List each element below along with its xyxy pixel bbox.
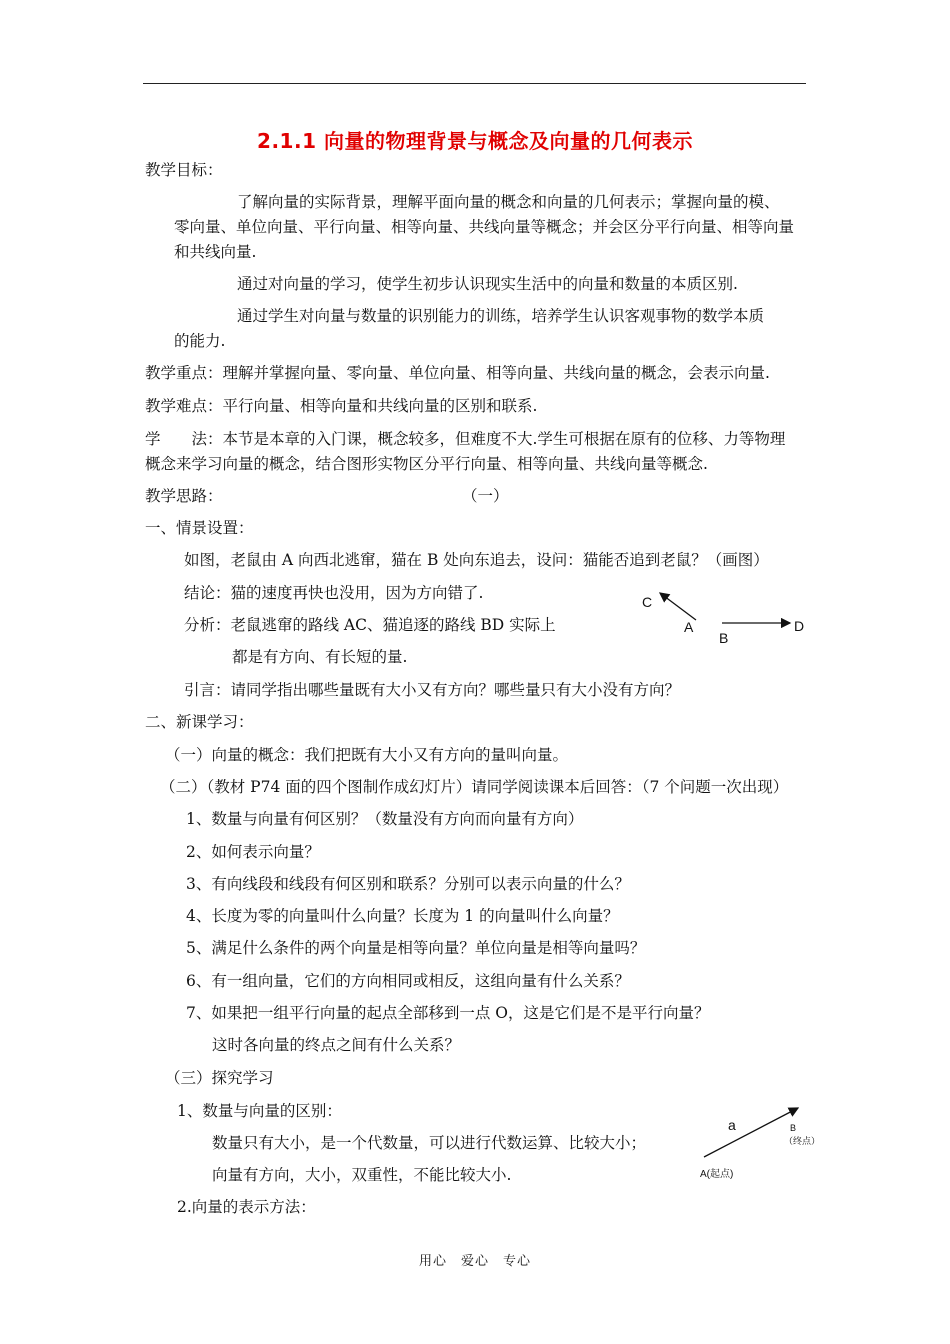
section-1-line-2: 结论：猫的速度再快也没用，因为方向错了. — [184, 584, 484, 602]
question-7: 7、如果把一组平行向量的起点全部移到一点 O，这是它们是不是平行向量？ — [186, 1004, 710, 1022]
goals-paragraph-2: 通过对向量的学习，使学生初步认识现实生活中的向量和数量的本质区别. — [237, 275, 738, 293]
goals-heading: 教学目标： — [145, 161, 223, 179]
section-2-para-2: （二）（教材 P74 面的四个图制作成幻灯片）请同学阅读课本后回答：（7 个问题一次出现） — [160, 778, 789, 796]
vector-ab-figure — [690, 1100, 830, 1185]
goals-paragraph-1-line-1: 了解向量的实际背景，理解平面向量的概念和向量的几何表示；掌握向量的模、 — [237, 193, 780, 211]
label-b: B — [719, 630, 729, 646]
explore-1-heading: 1、数量与向量的区别： — [177, 1102, 342, 1120]
section-2-heading: 二、新课学习： — [145, 713, 254, 731]
question-2: 2、如何表示向量？ — [186, 843, 320, 861]
goals-paragraph-3-line-1: 通过学生对向量与数量的识别能力的训练，培养学生认识客观事物的数学本质 — [237, 307, 765, 325]
label-d: D — [794, 618, 805, 634]
section-1-line-3: 分析：老鼠逃窜的路线 AC、猫追逐的路线 BD 实际上 — [184, 616, 556, 634]
label-point-b: B — [790, 1123, 797, 1133]
method-line-1: 学 法：本节是本章的入门课，概念较多，但难度不大.学生可根据在原有的位移、力等物理 — [145, 430, 786, 448]
label-c: C — [642, 594, 653, 610]
page-footer: 用心 爱心 专心 — [418, 1254, 531, 1269]
explore-1a: 数量只有大小，是一个代数量，可以进行代数运算、比较大小； — [212, 1134, 647, 1152]
section-1-heading: 一、情景设置： — [145, 519, 254, 537]
label-vector-a: a — [728, 1117, 736, 1133]
question-6: 6、有一组向量，它们的方向相同或相反，这组向量有什么关系？ — [186, 972, 630, 990]
thinking-part: （一） — [462, 487, 509, 505]
section-1-line-1: 如图，老鼠由 A 向西北逃窜，猫在 B 处向东追去，设问：猫能否追到老鼠？（画图） — [184, 551, 769, 569]
question-3: 3、有向线段和线段有何区别和联系？分别可以表示向量的什么？ — [186, 875, 630, 893]
method-line-2: 概念来学习向量的概念，结合图形实物区分平行向量、相等向量、共线向量等概念. — [145, 455, 708, 473]
explore-2-heading: 2.向量的表示方法： — [177, 1198, 316, 1216]
goals-paragraph-3-line-2: 的能力. — [174, 332, 226, 350]
goals-paragraph-1-line-3: 和共线向量. — [174, 243, 257, 261]
label-a: A — [684, 619, 694, 635]
label-startpoint: A(起点) — [700, 1169, 734, 1180]
section-2-para-3: （三）探究学习 — [165, 1069, 274, 1087]
goals-paragraph-1-line-2: 零向量、单位向量、平行向量、相等向量、共线向量等概念；并会区分平行向量、相等向量 — [174, 218, 795, 236]
question-1: 1、数量与向量有何区别？（数量没有方向而向量有方向） — [186, 810, 584, 828]
explore-1b: 向量有方向，大小，双重性，不能比较大小. — [212, 1166, 512, 1184]
section-2-para-1: （一）向量的概念：我们把既有大小又有方向的量叫向量。 — [165, 746, 569, 764]
vector-ac — [660, 593, 696, 620]
section-1-line-5: 引言：请同学指出哪些量既有大小又有方向？哪些量只有大小没有方向？ — [184, 681, 681, 699]
question-5: 5、满足什么条件的两个向量是相等向量？单位向量是相等向量吗？ — [186, 939, 646, 957]
page-title: 2.1.1 向量的物理背景与概念及向量的几何表示 — [257, 129, 693, 153]
key-point: 教学重点：理解并掌握向量、零向量、单位向量、相等向量、共线向量的概念，会表示向量. — [145, 364, 770, 382]
vector-a — [704, 1108, 798, 1157]
question-4: 4、长度为零的向量叫什么向量？长度为 1 的向量叫什么向量？ — [186, 907, 619, 925]
cat-mouse-figure — [630, 585, 810, 645]
difficulty: 教学难点：平行向量、相等向量和共线向量的区别和联系. — [145, 397, 538, 415]
header-rule — [143, 83, 806, 84]
question-7-continued: 这时各向量的终点之间有什么关系？ — [212, 1036, 461, 1054]
thinking-label: 教学思路： — [145, 487, 223, 505]
section-1-line-4: 都是有方向、有长短的量. — [232, 648, 408, 666]
label-endpoint: （终点） — [784, 1136, 821, 1146]
